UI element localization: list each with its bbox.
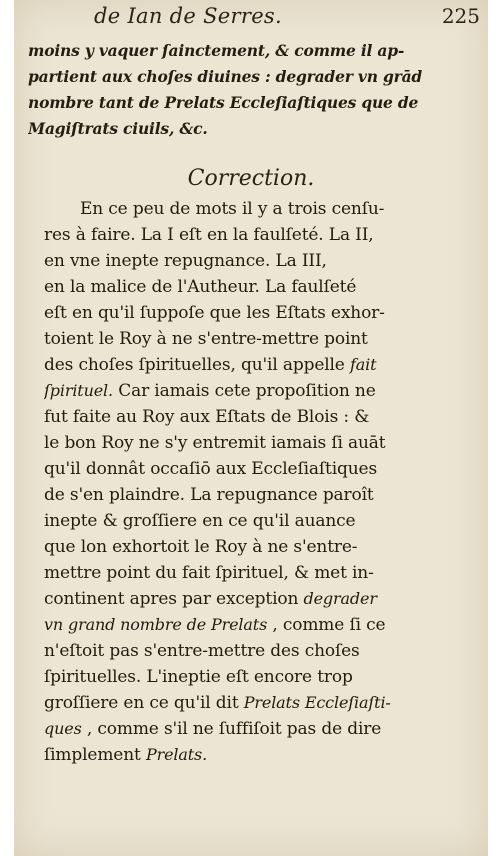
text-run: ſimplement — [44, 745, 146, 765]
text-run: toient le Roy à ne s'entre-mettre point — [44, 329, 368, 349]
italic-run: ſpirituel. — [44, 381, 113, 400]
text-run: , comme ſi ce — [267, 615, 386, 635]
quoted-passage — [28, 38, 478, 142]
text-run: en vne inepte repugnance. La III, — [44, 251, 327, 271]
text-run: continent apres par exception — [44, 589, 304, 609]
italic-run: Prelats Eccleſiaſti- — [243, 693, 391, 712]
body-line — [44, 196, 474, 222]
text-run: eſt en qu'il ſuppoſe que les Eſtats exhor- — [44, 303, 385, 323]
text-run: fut faite au Roy aux Eſtats de Blois : & — [44, 407, 370, 427]
body-line — [44, 352, 474, 378]
text-run: groſſiere en ce qu'il dit — [44, 693, 244, 713]
body-line — [44, 378, 474, 404]
italic-run: degrader — [303, 589, 377, 608]
page-header — [14, 4, 488, 38]
body-line — [44, 560, 474, 586]
body-line — [44, 404, 474, 430]
text-run: En ce peu de mots il y a trois cenſu- — [80, 199, 385, 219]
body-line — [44, 508, 474, 534]
text-run: res à faire. La I eſt en la faulſeté. La II, — [44, 225, 374, 245]
text-run: ſpirituelles. L'ineptie eſt encore trop — [44, 667, 353, 687]
quote-line: moins y vaquer ſainctement, & comme il ap- — [28, 41, 405, 60]
quote-line: nombre tant de Prelats Eccleſiaſtiques que de — [28, 93, 419, 112]
page-number: 225 — [441, 4, 480, 28]
body-line — [44, 742, 474, 768]
text-run: de s'en plaindre. La repugnance paroît — [44, 485, 374, 505]
body-line — [44, 586, 474, 612]
body-line — [44, 456, 474, 482]
body-line — [44, 274, 474, 300]
text-run: mettre point du fait ſpirituel, & met in- — [44, 563, 374, 583]
body-line — [44, 612, 474, 638]
italic-run: vn grand nombre de Prelats — [44, 615, 268, 634]
section-title: Correction. — [187, 166, 315, 191]
body-line — [44, 300, 474, 326]
quote-line: Magiſtrats ciuils, &c. — [28, 119, 208, 138]
text-run: n'eſtoit pas s'entre-mettre des choſes — [44, 641, 360, 661]
text-run: inepte & groſſiere en ce qu'il auance — [44, 511, 356, 531]
body-line — [44, 638, 474, 664]
body-line — [44, 534, 474, 560]
body-line — [44, 716, 474, 742]
body-line — [44, 248, 474, 274]
body-text — [44, 196, 474, 768]
body-line — [44, 482, 474, 508]
italic-run: ques — [44, 719, 82, 738]
text-run: Car iamais cete propoſition ne — [112, 381, 376, 401]
italic-run: fait — [349, 355, 377, 374]
body-line — [44, 664, 474, 690]
book-page — [14, 0, 488, 856]
running-head: de Ian de Serres. — [94, 4, 282, 28]
text-run: en la malice de l'Autheur. La faulſeté — [44, 277, 357, 297]
italic-run: Prelats. — [145, 745, 208, 764]
body-line — [44, 430, 474, 456]
text-run: qu'il donnât occaſiō aux Eccleſiaſtiques — [44, 459, 378, 479]
text-run: le bon Roy ne s'y entremit iamais ſi auāt — [44, 433, 386, 453]
body-line — [44, 690, 474, 716]
text-run: des choſes ſpirituelles, qu'il appelle — [44, 355, 350, 375]
quote-line: partient aux choſes diuines : degrader vn grād — [28, 67, 423, 86]
body-line — [44, 326, 474, 352]
body-line — [44, 222, 474, 248]
text-run: que lon exhortoit le Roy à ne s'entre- — [44, 537, 358, 557]
text-run: , comme s'il ne ſuffiſoit pas de dire — [81, 719, 382, 739]
